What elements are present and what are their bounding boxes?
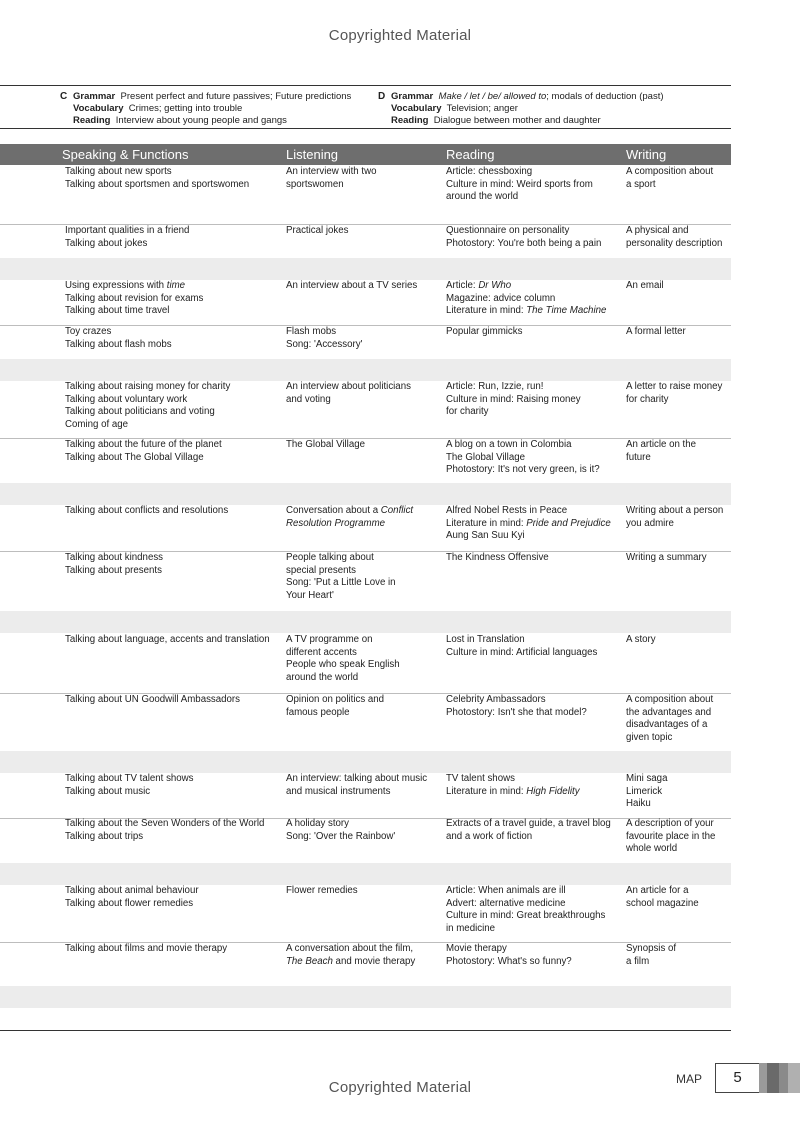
review-c-vocabulary-label: Vocabulary [73,103,124,114]
cell-line: Talking about revision for exams [65,292,204,304]
header-speaking: Speaking & Functions [62,147,189,162]
page-tab-bar [779,1063,788,1093]
cell-line: An interview: talking about music [286,773,428,784]
reading-cell [446,166,622,204]
cell-line: Talking about flower remedies [65,897,194,909]
unit-divider-band [0,863,731,885]
reading-cell [446,694,622,719]
cell-line: Talking about flash mobs [65,338,172,350]
writing-cell [626,505,731,530]
cell-line: Photostory: Isn't she that model? [446,706,587,718]
cell-line: Resolution Programme [286,517,386,529]
cell-line: sportswomen [286,178,344,190]
cell-line: Conversation about a Conflict [286,505,414,516]
cell-line: A composition about [626,694,714,705]
cell-line: Talking about films and movie therapy [65,943,228,954]
listening-cell [286,773,441,798]
review-d-grammar-label: Grammar [391,91,434,102]
table-row [0,326,731,359]
listening-cell [286,381,441,406]
page-tab-bar [788,1063,800,1093]
listening-cell [286,818,441,843]
cell-line: A blog on a town in Colombia [446,439,572,450]
cell-line: Talking about politicians and voting [65,406,215,417]
cell-line: Talking about sportsmen and sportswomen [65,178,250,190]
cell-line: Mini saga [626,773,668,784]
bottom-rule [0,1030,731,1031]
cell-line: The Beach and movie therapy [286,955,416,967]
review-d-letter: D [378,91,386,102]
review-c-letter: C [60,91,68,102]
writing-cell [626,280,731,293]
writing-cell [626,439,731,464]
listening-cell [286,505,441,530]
cell-line: Talking about trips [65,830,144,842]
cell-line: A letter to raise money [626,381,723,392]
speaking-cell [65,280,283,318]
listening-cell [286,694,441,719]
cell-line: special presents [286,564,357,576]
writing-cell [626,552,731,565]
cell-line: Movie therapy [446,943,507,954]
writing-cell [626,225,731,250]
cell-line: Synopsis of [626,943,677,954]
cell-line: Writing a summary [626,552,707,563]
cell-line: and a work of fiction [446,830,533,842]
speaking-cell [65,694,283,707]
cell-line: around the world [286,671,359,683]
cell-line: Article: When animals are ill [446,885,566,896]
cell-line: in medicine [446,922,496,934]
reading-cell [446,505,622,543]
cell-line: you admire [626,517,674,529]
reading-cell [446,381,622,419]
cell-line: People who speak English [286,659,400,670]
reading-cell [446,552,622,565]
cell-line: disadvantages of a [626,719,708,730]
cell-line: Questionnaire on personality [446,225,570,236]
cell-line: Literature in mind: Pride and Prejudice [446,517,611,529]
cell-line: a sport [626,178,656,190]
cell-line: Talking about time travel [65,305,170,316]
header-reading: Reading [446,147,495,162]
cell-line: different accents [286,646,357,658]
cell-line: Talking about TV talent shows [65,773,194,784]
cell-line: Photostory: What's so funny? [446,955,572,967]
reading-cell [446,439,622,477]
top-rule [0,85,731,86]
writing-cell [626,381,731,406]
header-listening: Listening [286,147,339,162]
reading-cell [446,326,622,339]
cell-line: Your Heart' [286,589,334,601]
cell-line: A TV programme on [286,634,373,645]
cell-line: Talking about presents [65,564,162,576]
cell-line: Song: 'Put a Little Love in [286,577,396,588]
writing-cell [626,943,731,968]
table-row [0,280,731,326]
review-d-grammar-italic: Make / let / be/ allowed to [438,91,547,102]
reading-cell [446,885,622,935]
cell-line: Culture in mind: Weird sports from [446,178,593,190]
reading-cell [446,634,622,659]
review-c [60,91,370,127]
cell-line: Literature in mind: High Fidelity [446,785,580,797]
speaking-cell [65,505,283,518]
speaking-cell [65,552,283,577]
cell-line: personality description [626,237,723,249]
cell-line: the advantages and [626,706,712,718]
unit-divider-band [0,258,731,280]
table-row [0,505,731,552]
unit-divider-band [0,483,731,505]
reading-cell [446,818,622,843]
speaking-cell [65,885,283,910]
cell-line: A formal letter [626,326,686,337]
reading-cell [446,225,622,250]
cell-line: favourite place in the [626,830,716,842]
cell-line: Using expressions with time [65,280,186,291]
review-c-grammar-label: Grammar [73,91,116,102]
table-row [0,885,731,943]
review-d [378,91,718,127]
table-row [0,773,731,819]
writing-cell [626,818,731,856]
speaking-cell [65,225,283,250]
table-row [0,943,731,986]
review-d-reading: Dialogue between mother and daughter [433,115,601,126]
cell-line: Talking about the future of the planet [65,439,222,450]
cell-line: Talking about music [65,785,151,797]
listening-cell [286,885,441,898]
cell-line: future [626,451,651,463]
writing-cell [626,634,731,647]
cell-line: The Global Village [446,451,525,463]
speaking-cell [65,773,283,798]
cell-line: Popular gimmicks [446,326,523,337]
writing-cell [626,326,731,339]
table-row [0,381,731,439]
review-c-reading-label: Reading [73,115,111,126]
listening-cell [286,634,441,684]
cell-line: Talking about kindness [65,552,164,563]
page-number: 5 [715,1063,759,1093]
review-d-reading-label: Reading [391,115,429,126]
cell-line: Talking about jokes [65,237,148,249]
cell-line: Talking about voluntary work [65,393,188,405]
speaking-cell [65,326,283,351]
cell-line: Culture in mind: Raising money [446,393,581,405]
speaking-cell [65,634,283,647]
listening-cell [286,943,441,968]
cell-line: Extracts of a travel guide, a travel blog [446,818,611,829]
cell-line: for charity [446,406,489,417]
cell-line: Article: Dr Who [446,280,512,291]
listening-cell [286,280,441,293]
cell-line: A composition about [626,166,714,177]
cell-line: Song: 'Over the Rainbow' [286,830,396,842]
cell-line: Culture in mind: Artificial languages [446,646,598,658]
cell-line: Toy crazes [65,326,112,337]
speaking-cell [65,439,283,464]
reading-cell [446,773,622,798]
cell-line: given topic [626,731,673,743]
cell-line: and musical instruments [286,785,391,797]
cell-line: Talking about raising money for charity [65,381,231,392]
cell-line: Important qualities in a friend [65,225,190,236]
cell-line: Talking about The Global Village [65,451,204,463]
reading-cell [446,943,622,968]
watermark-top: Copyrighted Material [328,27,472,44]
review-c-reading: Interview about young people and gangs [115,115,287,126]
cell-line: Celebrity Ambassadors [446,694,546,705]
header-writing: Writing [626,147,667,162]
writing-cell [626,694,731,744]
review-c-vocabulary: Crimes; getting into trouble [128,103,243,114]
cell-line: Literature in mind: The Time Machine [446,305,607,316]
cell-line: Talking about animal behaviour [65,885,199,896]
review-d-vocabulary-label: Vocabulary [391,103,442,114]
listening-cell [286,326,441,351]
table-row [0,166,731,225]
cell-line: Aung San Suu Kyi [446,530,525,541]
review-bottom-rule [0,128,731,129]
listening-cell [286,439,441,452]
cell-line: Talking about new sports [65,166,172,177]
cell-line: A story [626,634,656,645]
cell-line: TV talent shows [446,773,515,784]
speaking-cell [65,943,283,956]
cell-line: Advert: alternative medicine [446,897,566,909]
cell-line: Writing about a person [626,505,724,516]
cell-line: around the world [446,191,519,202]
cell-line: Article: chessboxing [446,166,533,177]
cell-line: Talking about conflicts and resolutions [65,505,229,516]
cell-line: The Global Village [286,439,365,450]
cell-line: for charity [626,393,669,405]
cell-line: Article: Run, Izzie, run! [446,381,544,392]
unit-divider-band [0,986,731,1008]
table-row [0,694,731,751]
review-c-grammar: Present perfect and future passives; Future predictions [120,91,352,102]
cell-line: An interview about a TV series [286,280,418,291]
speaking-cell [65,166,283,191]
cell-line: and voting [286,393,331,405]
cell-line: Flower remedies [286,885,358,896]
watermark-bottom: Copyrighted Material [328,1079,472,1096]
table-header [0,144,731,165]
writing-cell [626,885,731,910]
cell-line: Flash mobs [286,326,337,337]
cell-line: A holiday story [286,818,350,829]
cell-line: An article for a [626,885,689,896]
cell-line: Practical jokes [286,225,349,236]
cell-line: Alfred Nobel Rests in Peace [446,505,568,516]
speaking-cell [65,818,283,843]
cell-line: A conversation about the film, [286,943,414,954]
unit-divider-band [0,751,731,773]
cell-line: Limerick [626,785,663,797]
cell-line: A physical and [626,225,689,236]
page-tab-bar [759,1063,767,1093]
review-d-vocabulary: Television; anger [446,103,518,114]
cell-line: An email [626,280,664,291]
review-d-grammar-rest: ; modals of deduction (past) [546,91,664,102]
cell-line: Haiku [626,798,651,809]
cell-line: An interview with two [286,166,377,177]
reading-cell [446,280,622,318]
cell-line: a film [626,955,650,967]
cell-line: The Kindness Offensive [446,552,549,563]
cell-line: Photostory: It's not very green, is it? [446,464,600,475]
cell-line: Coming of age [65,418,129,430]
listening-cell [286,225,441,238]
cell-line: Talking about UN Goodwill Ambassadors [65,694,240,705]
cell-line: People talking about [286,552,374,563]
table-row [0,225,731,258]
cell-line: Song: 'Accessory' [286,338,363,350]
cell-line: A description of your [626,818,714,829]
speaking-cell [65,381,283,431]
cell-line: An interview about politicians [286,381,411,392]
cell-line: An article on the [626,439,697,450]
unit-divider-band [0,359,731,381]
listening-cell [286,552,441,602]
cell-line: Magazine: advice column [446,292,556,304]
table-row [0,818,731,863]
table-row [0,439,731,483]
cell-line: whole world [626,843,678,854]
cell-line: Opinion on politics and [286,694,385,705]
cell-line: Culture in mind: Great breakthroughs [446,910,606,921]
cell-line: Lost in Translation [446,634,525,645]
page-tab-bar [767,1063,779,1093]
cell-line: Photostory: You're both being a pain [446,237,602,249]
section-label: MAP [676,1072,703,1086]
writing-cell [626,773,731,811]
unit-divider-band [0,611,731,633]
cell-line: famous people [286,706,350,718]
table-row [0,552,731,611]
cell-line: school magazine [626,897,699,909]
cell-line: Talking about the Seven Wonders of the World [65,818,265,829]
listening-cell [286,166,441,191]
table-row [0,634,731,694]
cell-line: Talking about language, accents and translation [65,634,270,645]
writing-cell [626,166,731,191]
